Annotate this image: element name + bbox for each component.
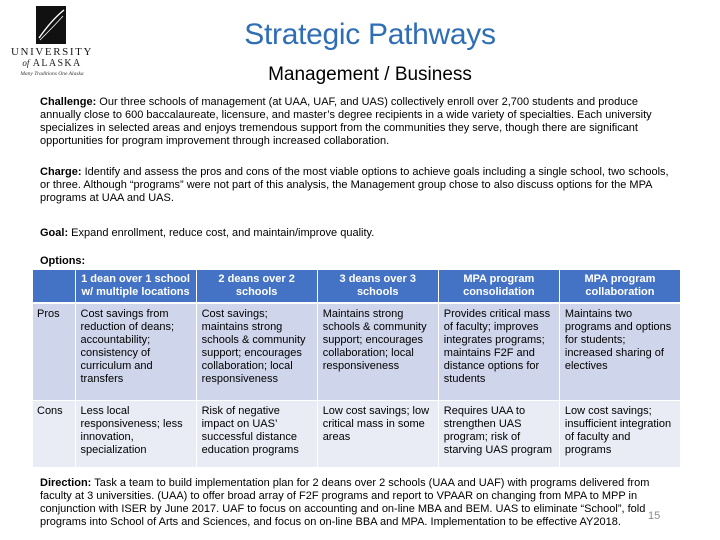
- table-cell: Maintains two programs and options for students; increased sharing of electives: [559, 303, 680, 401]
- goal-text: Expand enrollment, reduce cost, and maintain/improve quality.: [68, 227, 375, 239]
- page-title: Strategic Pathways: [244, 18, 496, 51]
- table-cell: Maintains strong schools & community support; encourages collaboration; local responsiveness: [317, 303, 438, 401]
- table-cell: Requires UAA to strengthen UAS program; risk of starving UAS program: [438, 401, 559, 468]
- logo-of: of: [22, 58, 30, 68]
- logo-tagline: Many Traditions One Alaska: [20, 71, 84, 77]
- options-label: Options:: [40, 255, 86, 267]
- table-cell: Risk of negative impact on UAS’ successful distance education programs: [196, 401, 317, 468]
- header-mpa-collaboration: MPA program collaboration: [559, 270, 680, 303]
- row-label-pros: Pros: [33, 303, 75, 401]
- table-cell: Provides critical mass of faculty; improves integrates programs; maintains F2F and distance options for students: [438, 303, 559, 401]
- table-cell: Low cost savings; low critical mass in some areas: [317, 401, 438, 468]
- challenge-label: Challenge:: [40, 96, 97, 108]
- header-corner: [33, 270, 75, 303]
- table-cell: Cost savings; maintains strong schools & community support; encourages collaboration; local responsiveness: [196, 303, 317, 401]
- header-mpa-consolidation: MPA program consolidation: [438, 270, 559, 303]
- options-heading: [40, 255, 680, 268]
- goal-paragraph: [40, 227, 680, 240]
- header-three-deans: 3 deans over 3 schools: [317, 270, 438, 303]
- table-cell: Less local responsiveness; less innovation, specialization: [75, 401, 196, 468]
- row-label-cons: Cons: [33, 401, 75, 468]
- options-table: [33, 270, 681, 467]
- table-cell: Low cost savings; insufficient integration of faculty and programs: [559, 401, 680, 468]
- logo-mark-icon: [36, 6, 66, 44]
- charge-label: Charge:: [40, 166, 82, 178]
- direction-paragraph: [40, 477, 680, 529]
- table-cell: Cost savings from reduction of deans; accountability; consistency of curriculum and transfers: [75, 303, 196, 401]
- page-subtitle: Management / Business: [268, 64, 472, 85]
- university-logo: [6, 4, 98, 84]
- page-number: 15: [648, 510, 661, 522]
- challenge-paragraph: [40, 96, 680, 148]
- goal-label: Goal:: [40, 227, 69, 239]
- charge-text: Identify and assess the pros and cons of the most viable options to achieve goals including a single school, two schools, or three. Although “programs” were not part of this analysis, the Management group chose to also discuss options for the MPA programs at UAA and UAS.: [40, 166, 669, 204]
- logo-line-alaska: [6, 58, 98, 69]
- table-header-row: [33, 270, 681, 303]
- logo-line-university: UNIVERSITY: [11, 46, 93, 58]
- header-two-deans: 2 deans over 2 schools: [196, 270, 317, 303]
- direction-text: Task a team to build implementation plan for 2 deans over 2 schools (UAA and UAF) with programs delivered from faculty at 3 universities. (UAA) to offer broad array of F2F programs and report to VPAAR on changing from MPA to MPP in conjunction with ISER by June 2017. UAF to focus on accounting and on-line MBA and BEM. UAS to eliminate “School”, fold programs into School of Arts and Sciences, and focus on on-line BBA and MPA. Implementation to be effective AY2018.: [40, 477, 650, 528]
- challenge-text: Our three schools of management (at UAA, UAF, and UAS) collectively enroll over 2,700 students and produce annually close to 600 baccalaureate, licensure, and master’s degree recipients in a wide variety of specialties. Each university specializes in selected areas and enjoys tremendous support from the communities they serve, though there are significant opportunities for program improvement through increased collaboration.: [40, 96, 652, 147]
- direction-label: Direction:: [40, 477, 92, 489]
- logo-alaska: ALASKA: [32, 58, 82, 69]
- logo-swoosh-icon: [36, 6, 66, 44]
- table-row-cons: [33, 401, 681, 468]
- charge-paragraph: [40, 166, 680, 205]
- header-one-dean: 1 dean over 1 school w/ multiple locations: [75, 270, 196, 303]
- table-row-pros: [33, 303, 681, 401]
